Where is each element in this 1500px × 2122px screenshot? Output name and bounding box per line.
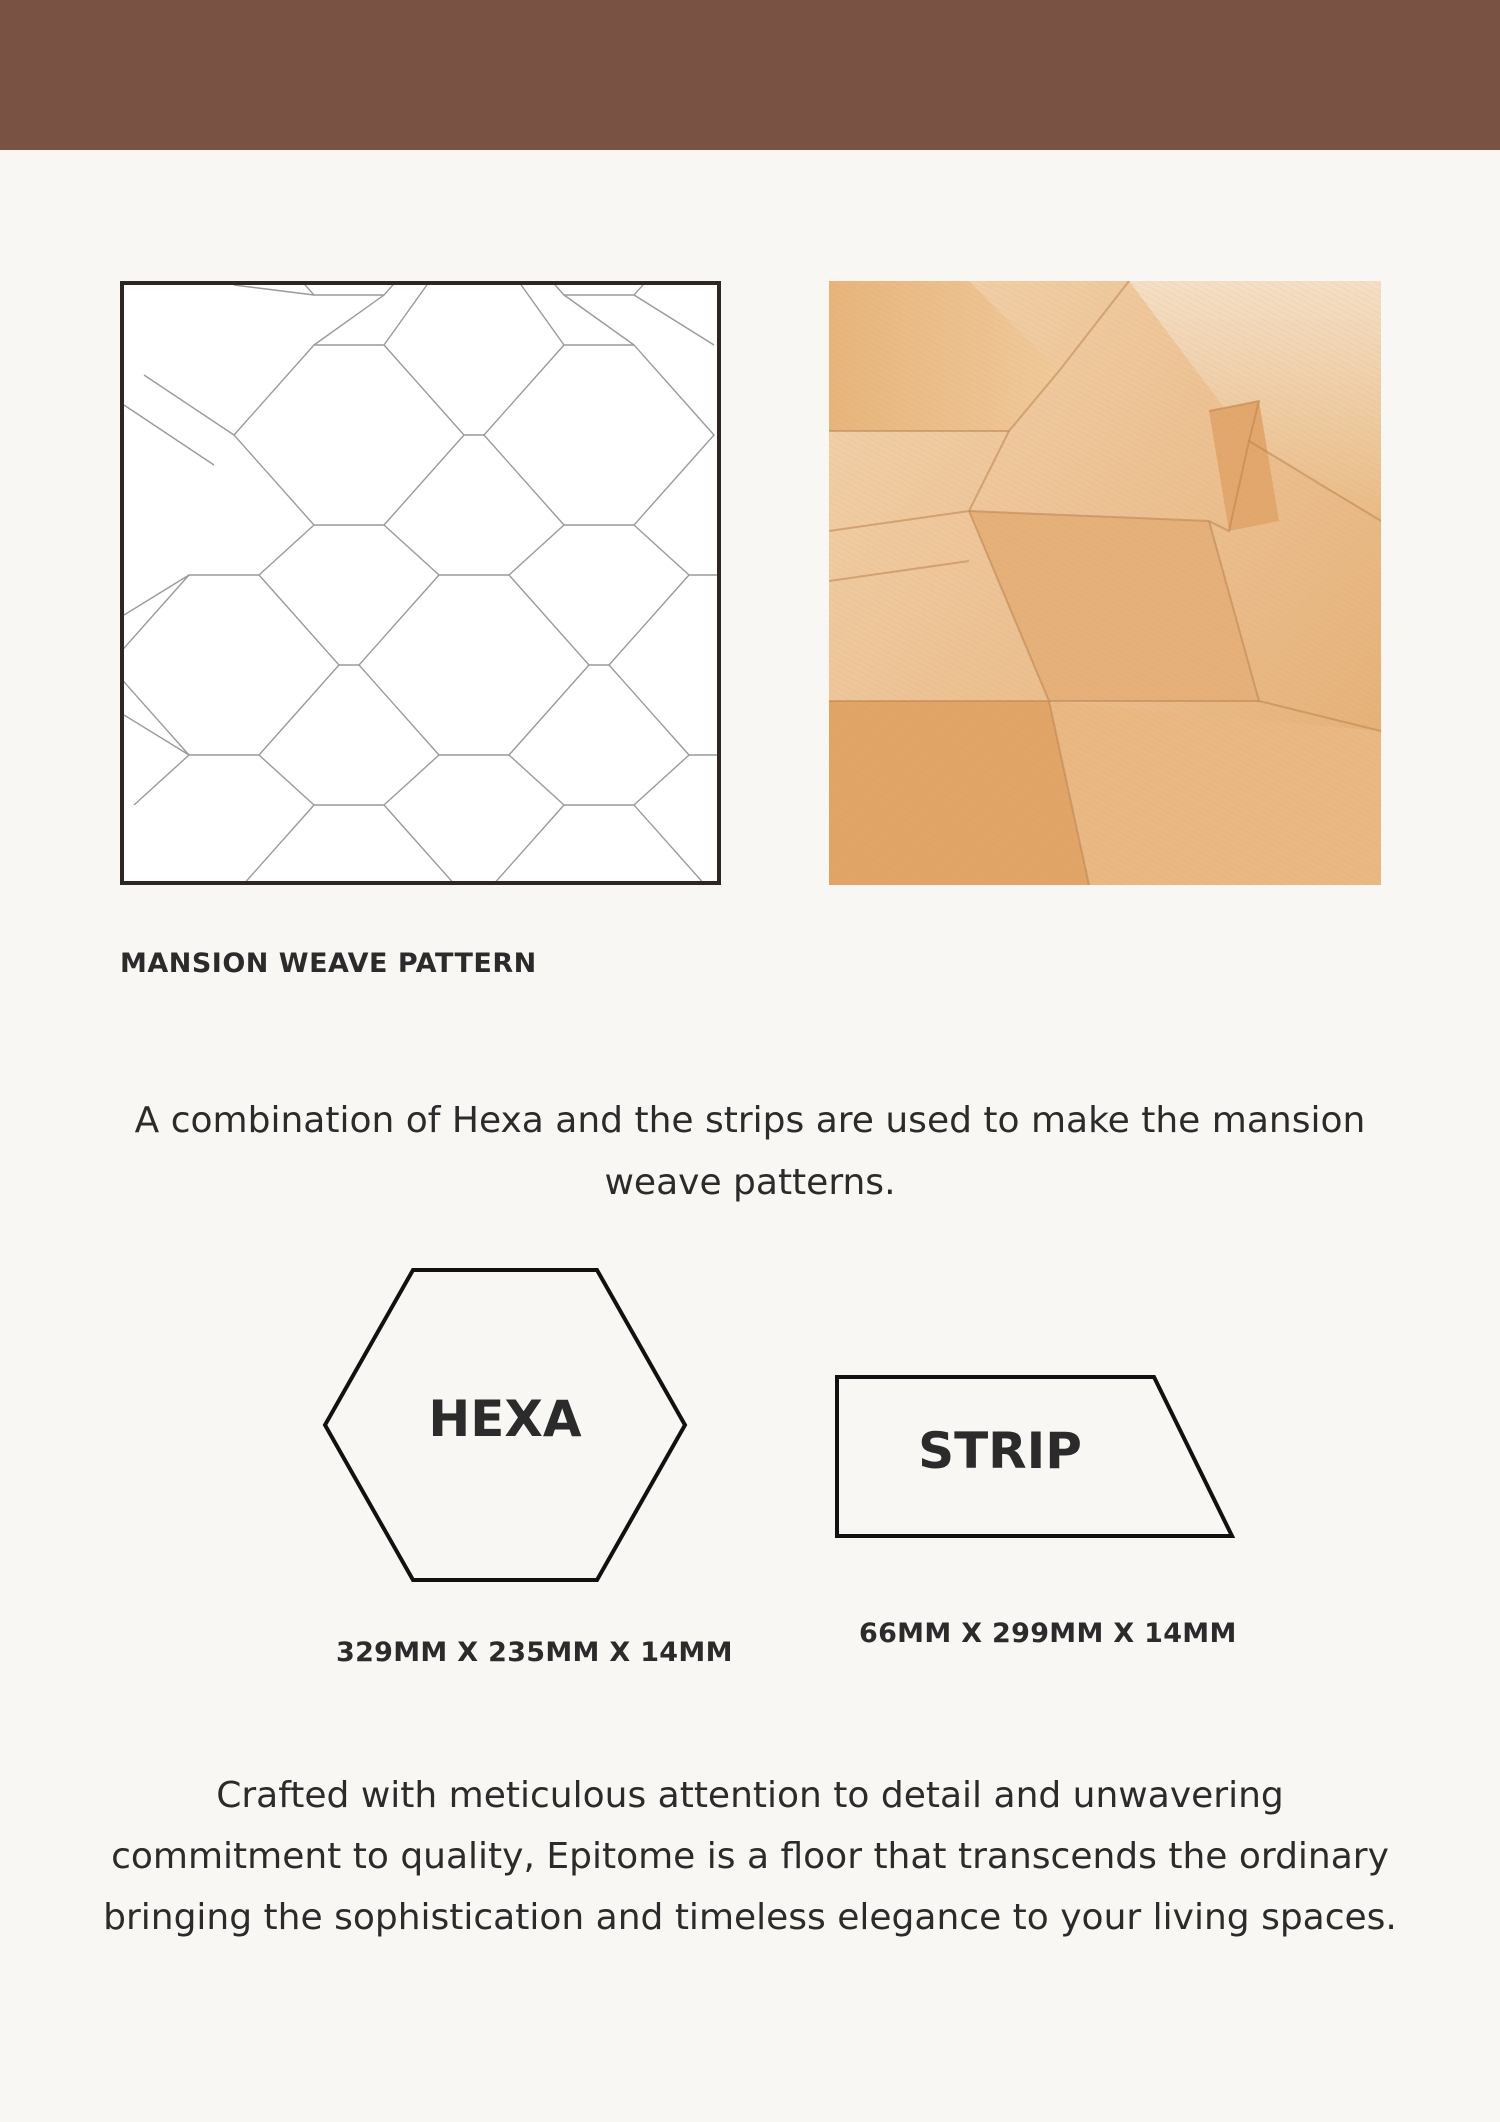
oak-floor-photo-icon [829, 281, 1381, 885]
closing-paragraph: Crafted with meticulous attention to detail and unwavering commitment to quality, Epitome is a floor that transcends the ordinary bringing the sophistication and timeless elegance to your living spaces. [103, 1775, 1397, 1938]
header-band [0, 0, 1500, 150]
strip-dimensions: 66MM X 299MM X 14MM [859, 1618, 1237, 1649]
hexa-label: HEXA [428, 1390, 582, 1448]
hexa-dimensions: 329MM X 235MM X 14MM [336, 1637, 733, 1668]
strip-label: STRIP [918, 1422, 1082, 1480]
wood-floor-photo [829, 281, 1381, 885]
weave-pattern-drawing [120, 281, 721, 885]
weave-pattern-icon [124, 285, 717, 881]
intro-paragraph: A combination of Hexa and the strips are used to make the mansion weave patterns. [134, 1100, 1366, 1203]
pattern-label: MANSION WEAVE PATTERN [120, 948, 537, 979]
